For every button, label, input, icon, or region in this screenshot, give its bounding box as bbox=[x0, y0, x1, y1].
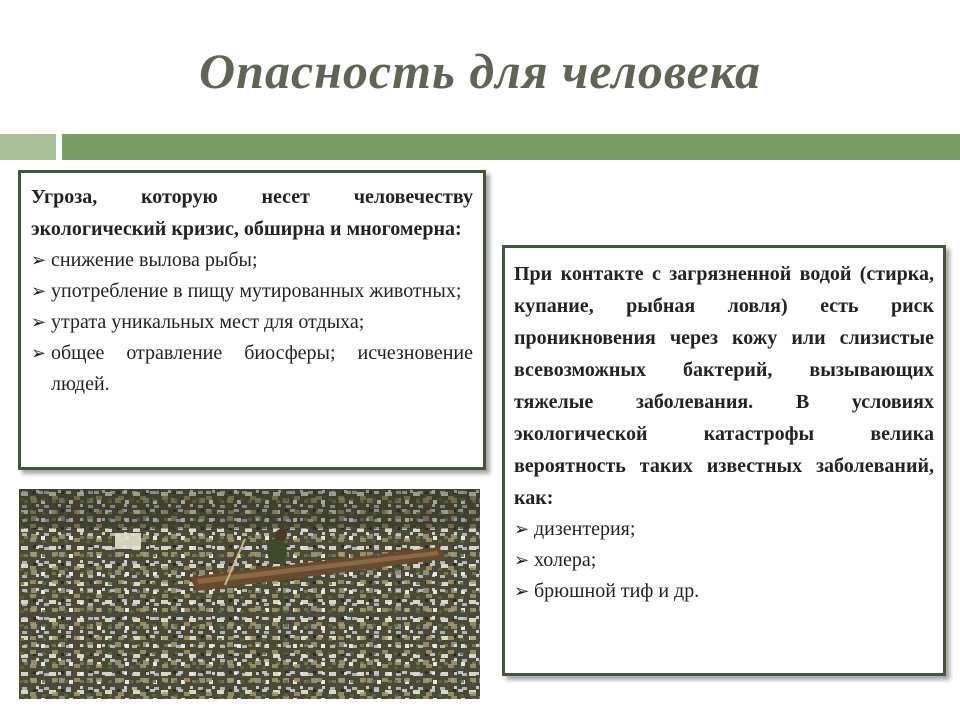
list-item: ➢ употребление в пищу мутированных животных; bbox=[31, 276, 473, 307]
arrowhead-check-icon: ➢ bbox=[31, 312, 47, 332]
arrowhead-check-icon: ➢ bbox=[514, 581, 530, 601]
threats-box bbox=[18, 170, 486, 470]
disease-box bbox=[502, 245, 946, 676]
list-item: ➢ снижение вылова рыбы; bbox=[31, 245, 473, 276]
arrowhead-check-icon: ➢ bbox=[31, 281, 47, 301]
polluted-water-photo bbox=[19, 489, 480, 699]
list-item: ➢ утрата уникальных мест для отдыха; bbox=[31, 307, 473, 338]
slide-title: Опасность для человека bbox=[199, 43, 761, 99]
arrowhead-check-icon: ➢ bbox=[514, 550, 530, 570]
list-item: ➢ общее отравление биосферы; исчезновение людей. bbox=[31, 338, 473, 400]
list-item: ➢ брюшной тиф и др. bbox=[514, 576, 934, 607]
list-item: ➢ дизентерия; bbox=[514, 514, 934, 545]
threats-list bbox=[31, 245, 473, 400]
disease-list bbox=[514, 514, 934, 607]
arrowhead-check-icon: ➢ bbox=[31, 250, 47, 270]
header-bar bbox=[62, 134, 960, 160]
disease-intro: При контакте с загрязненной водой (стирка, купание, рыбная ловля) есть риск проникновения через кожу или слизистые всевозможных бактерий, вызывающих тяжелые заболевания. В условиях экологической катастрофы велика вероятность таких известных заболеваний, как: bbox=[514, 263, 934, 509]
arrowhead-check-icon: ➢ bbox=[31, 343, 47, 363]
list-item: ➢ холера; bbox=[514, 545, 934, 576]
arrowhead-check-icon: ➢ bbox=[514, 519, 530, 539]
threats-intro: Угроза, которую несет человечеству экологический кризис, обширна и многомерна: bbox=[31, 186, 473, 240]
header-bar-accent bbox=[0, 134, 56, 160]
